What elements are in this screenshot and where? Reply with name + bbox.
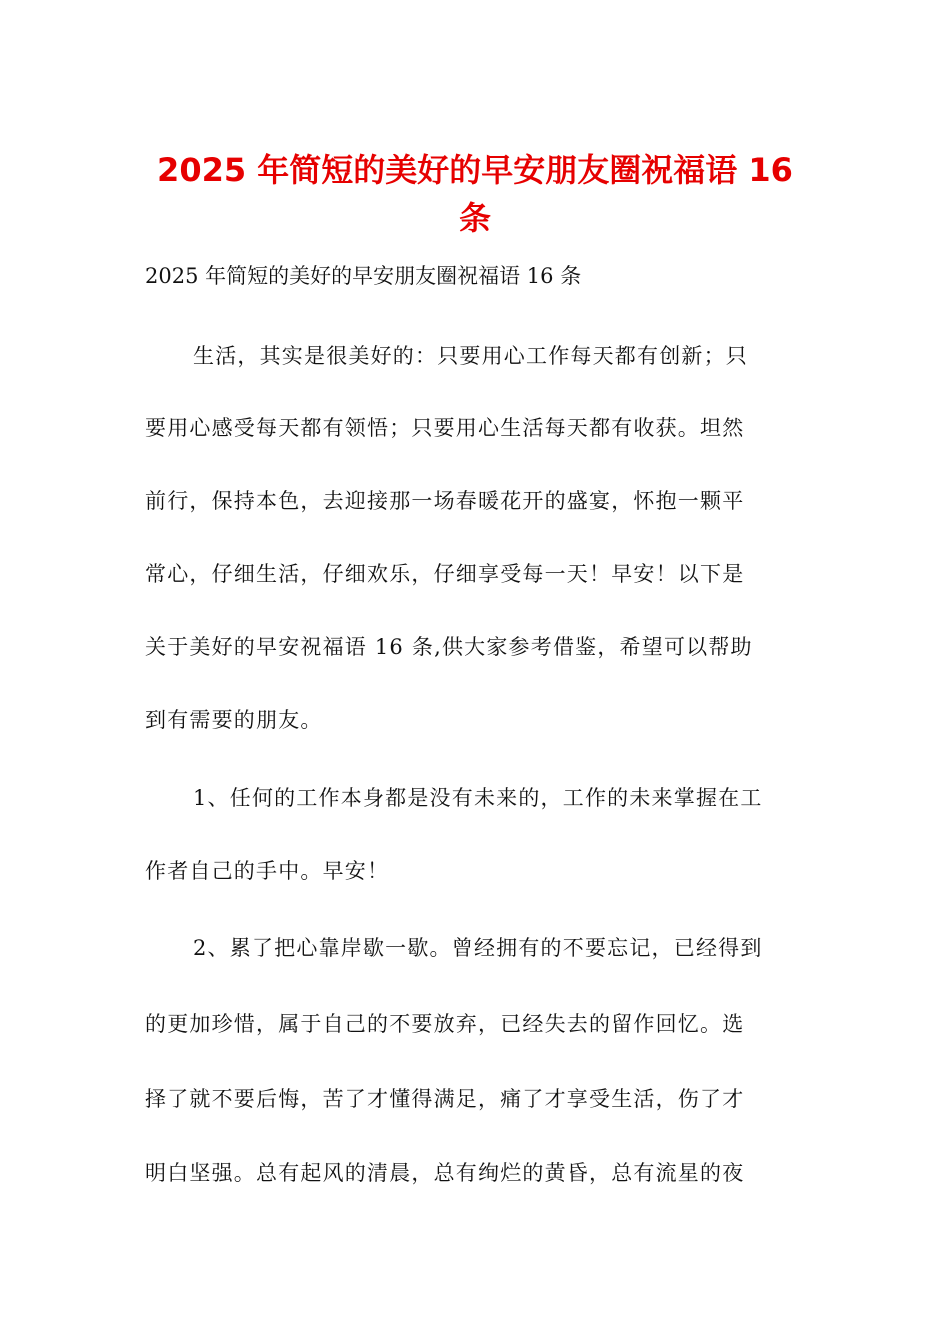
paragraph-item-2-line: 择了就不要后悔，苦了才懂得满足，痛了才享受生活，伤了才 — [145, 1087, 745, 1111]
paragraph-intro-line: 前行，保持本色，去迎接那一场春暖花开的盛宴，怀抱一颗平 — [145, 489, 745, 513]
paragraph-item-2-line: 的更加珍惜，属于自己的不要放弃，已经失去的留作回忆。选 — [145, 1012, 745, 1036]
paragraph-intro-line: 到有需要的朋友。 — [145, 708, 323, 732]
title-line-1: 2025 年简短的美好的早安朋友圈祝福语 16 — [157, 151, 793, 189]
paragraph-intro-line: 关于美好的早安祝福语 16 条,供大家参考借鉴，希望可以帮助 — [145, 635, 753, 659]
paragraph-item-1-line: 1、任何的工作本身都是没有未来的，工作的未来掌握在工 — [193, 786, 763, 810]
paragraph-intro-line: 生活，其实是很美好的：只要用心工作每天都有创新；只 — [193, 344, 748, 368]
paragraph-intro-line: 要用心感受每天都有领悟；只要用心生活每天都有收获。坦然 — [145, 416, 745, 440]
paragraph-item-1-line: 作者自己的手中。早安！ — [145, 859, 390, 883]
paragraph-item-2-line: 2、累了把心靠岸歇一歇。曾经拥有的不要忘记，已经得到 — [193, 936, 763, 960]
document-title — [140, 146, 810, 242]
title-line-2: 条 — [458, 199, 491, 237]
paragraph-item-2-line: 明白坚强。总有起风的清晨，总有绚烂的黄昏，总有流星的夜 — [145, 1161, 745, 1185]
paragraph-intro-line: 常心，仔细生活，仔细欢乐，仔细享受每一天！早安！以下是 — [145, 562, 745, 586]
document-subtitle: 2025 年简短的美好的早安朋友圈祝福语 16 条 — [145, 264, 582, 288]
